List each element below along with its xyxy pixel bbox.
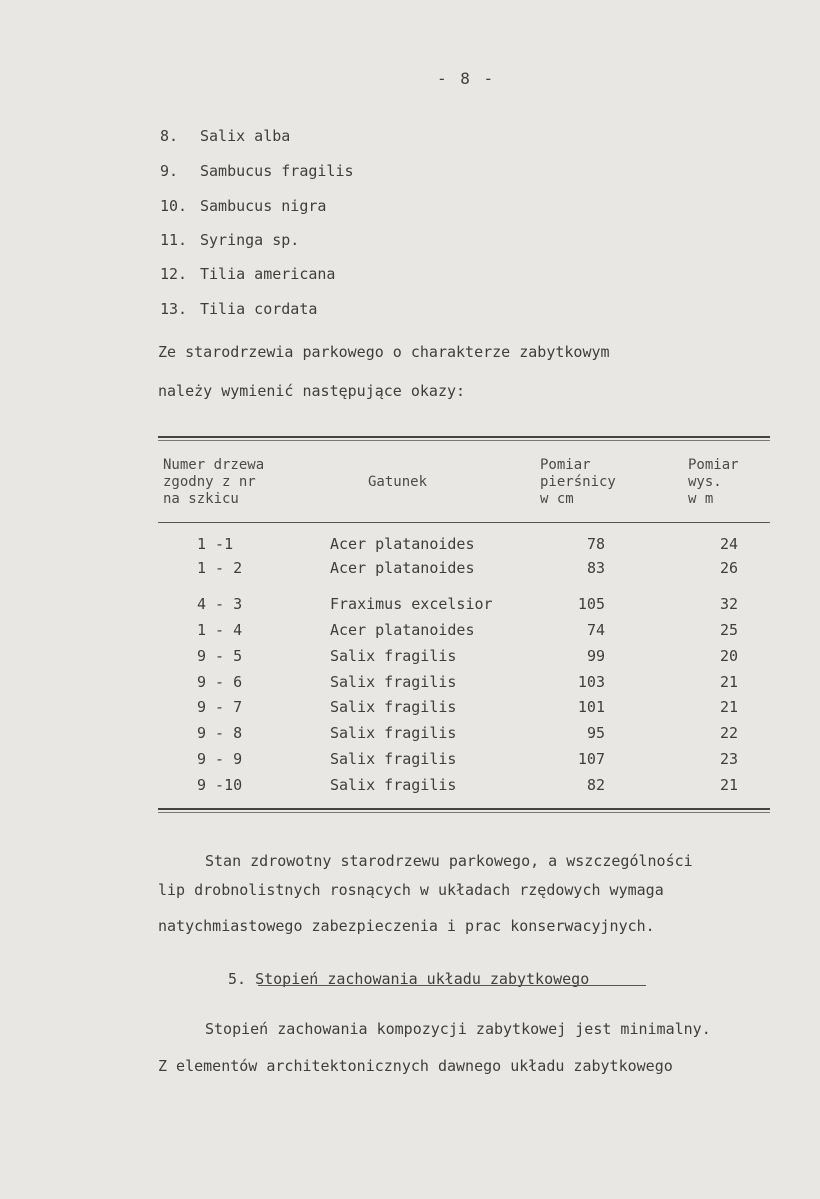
cell-height: 26 <box>719 559 738 577</box>
table-header-rule <box>158 522 770 523</box>
list-item-number: 13. <box>160 300 188 318</box>
header-height-line: wys. <box>688 474 722 490</box>
cell-height: 21 <box>719 673 738 691</box>
list-item <box>160 197 326 215</box>
cell-circumference: 107 <box>577 750 605 768</box>
header-circumference-line: Pomiar <box>540 457 591 473</box>
cell-circumference: 105 <box>577 595 605 613</box>
header-number-line: Numer drzewa <box>163 457 265 473</box>
cell-circumference: 101 <box>577 698 605 716</box>
cell-number: 1 - 2 <box>197 559 243 577</box>
cell-species: Salix fragilis <box>330 750 457 768</box>
list-item-number: 10. <box>160 197 188 215</box>
list-item <box>160 265 335 283</box>
condition-line: Stan zdrowotny starodrzewu parkowego, a wszczególności <box>205 852 693 870</box>
list-item <box>160 231 299 249</box>
section-heading-underline <box>258 985 646 986</box>
list-item <box>160 127 290 145</box>
cell-species: Salix fragilis <box>330 647 457 665</box>
header-circumference-line: pierśnicy <box>540 474 616 490</box>
cell-circumference: 78 <box>586 535 605 553</box>
list-item-name: Salix alba <box>200 127 291 145</box>
cell-species: Fraximus excelsior <box>330 595 493 613</box>
list-item-name: Syringa sp. <box>200 231 300 249</box>
list-item-name: Sambucus fragilis <box>200 162 354 180</box>
header-height-line: w m <box>688 491 714 507</box>
list-item-number: 8. <box>160 127 179 145</box>
list-item-name: Tilia americana <box>200 265 336 283</box>
cell-circumference: 74 <box>586 621 605 639</box>
cell-height: 22 <box>719 724 738 742</box>
page-number: - 8 - <box>437 69 496 88</box>
list-item-number: 12. <box>160 265 188 283</box>
cell-number: 9 - 5 <box>197 647 243 665</box>
cell-circumference: 83 <box>586 559 605 577</box>
header-circumference-line: w cm <box>540 491 574 507</box>
cell-number: 1 -1 <box>197 535 234 553</box>
cell-number: 1 - 4 <box>197 621 243 639</box>
header-number-line: zgodny z nr <box>163 474 256 490</box>
preservation-line: Z elementów architektonicznych dawnego układu zabytkowego <box>158 1057 673 1075</box>
cell-species: Salix fragilis <box>330 673 457 691</box>
cell-circumference: 103 <box>577 673 605 691</box>
cell-species: Acer platanoides <box>330 621 475 639</box>
list-item-name: Sambucus nigra <box>200 197 327 215</box>
cell-height: 20 <box>719 647 738 665</box>
list-item <box>160 300 317 318</box>
cell-species: Salix fragilis <box>330 776 457 794</box>
cell-number: 9 - 9 <box>197 750 243 768</box>
condition-line: lip drobnolistnych rosnących w układach rzędowych wymaga <box>158 881 664 899</box>
cell-number: 9 - 6 <box>197 673 243 691</box>
cell-circumference: 82 <box>586 776 605 794</box>
list-item-number: 9. <box>160 162 179 180</box>
cell-height: 23 <box>719 750 738 768</box>
table-top-rule <box>158 436 770 441</box>
header-species: Gatunek <box>368 474 428 490</box>
cell-circumference: 95 <box>586 724 605 742</box>
cell-number: 9 -10 <box>197 776 243 794</box>
intro-line: należy wymienić następujące okazy: <box>158 382 466 400</box>
cell-height: 21 <box>719 698 738 716</box>
cell-height: 25 <box>719 621 738 639</box>
cell-species: Acer platanoides <box>330 559 475 577</box>
list-item <box>160 162 354 180</box>
section-title: Stopień zachowania układu zabytkowego <box>255 970 590 988</box>
cell-height: 32 <box>719 595 738 613</box>
list-item-number: 11. <box>160 231 188 249</box>
header-number-line: na szkicu <box>163 491 239 507</box>
cell-height: 24 <box>719 535 738 553</box>
intro-line: Ze starodrzewia parkowego o charakterze zabytkowym <box>158 343 610 361</box>
cell-number: 9 - 8 <box>197 724 243 742</box>
table-bottom-rule <box>158 808 770 813</box>
list-item-name: Tilia cordata <box>200 300 318 318</box>
preservation-line: Stopień zachowania kompozycji zabytkowej jest minimalny. <box>205 1020 711 1038</box>
cell-circumference: 99 <box>586 647 605 665</box>
condition-line: natychmiastowego zabezpieczenia i prac konserwacyjnych. <box>158 917 655 935</box>
header-height-line: Pomiar <box>688 457 739 473</box>
section-number: 5. <box>228 970 247 988</box>
cell-number: 4 - 3 <box>197 595 243 613</box>
cell-species: Salix fragilis <box>330 698 457 716</box>
cell-number: 9 - 7 <box>197 698 243 716</box>
cell-height: 21 <box>719 776 738 794</box>
cell-species: Acer platanoides <box>330 535 475 553</box>
cell-species: Salix fragilis <box>330 724 457 742</box>
